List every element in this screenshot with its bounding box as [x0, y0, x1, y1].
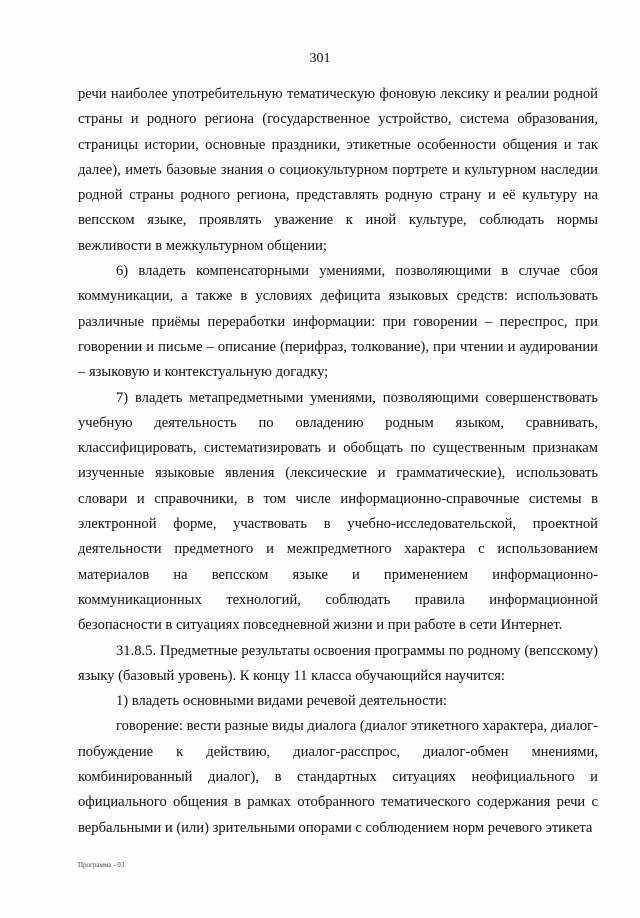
paragraph-item-1: 1) владеть основными видами речевой деятельности:	[116, 693, 447, 710]
body-text	[78, 82, 598, 841]
paragraph-section-31-8-5: 31.8.5. Предметные результаты освоения программы по родному (вепсскому) языку (базовый уровень). К концу 11 класса обучающийся научится:	[78, 642, 598, 684]
paragraph-speaking: говорение: вести разные виды диалога (диалог этикетного характера, диалог-побуждение к действию, диалог-расспрос, диалог-обмен мнениями, комбинированный диалог), в стандартных ситуациях неофициального и официального общения в рамках отобранного тематического содержания речи с вербальными и (или) зрительными опорами с соблюдением норм речевого этикета	[78, 718, 598, 836]
paragraph-continuation: речи наиболее употребительную тематическую фоновую лексику и реалии родной страны и родного региона (государственное устройство, система образования, страницы истории, основные праздники, этикетные особенности общения и так далее), иметь базовые знания о социокультурном портрете и культурном наследии родной страны родного региона, представлять родную страну и её культуру на вепсском языке, проявлять уважение к иной культуре, соблюдать нормы вежливости в межкультурном общении;	[78, 86, 598, 254]
paragraph-item-7: 7) владеть метапредметными умениями, позволяющими совершенствовать учебную деятельность по овладению родным языком, сравнивать, классифицировать, систематизировать и обобщать по существенным признакам изученные языковые явления (лексические и грамматические), использовать словари и справочники, в том числе информационно-справочные системы в электронной форме, участвовать в учебно-исследовательской, проектной деятельности предметного и межпредметного характера с использованием материалов на вепсском языке и применением информационно-коммуникационных технологий, соблюдать правила информационной безопасности в ситуациях повседневной жизни и при работе в сети Интернет.	[78, 389, 598, 634]
paragraph-item-6: 6) владеть компенсаторными умениями, позволяющими в случае сбоя коммуникации, а также в условиях дефицита языковых средств: использовать различные приёмы переработки информации: при говорении – переспрос, при говорении и письме – описание (перифраз, толкование), при чтении и аудировании – языковую и контекстуальную догадку;	[78, 263, 598, 381]
footer-label: Программа - 03	[78, 861, 125, 869]
page-number: 301	[309, 51, 331, 66]
